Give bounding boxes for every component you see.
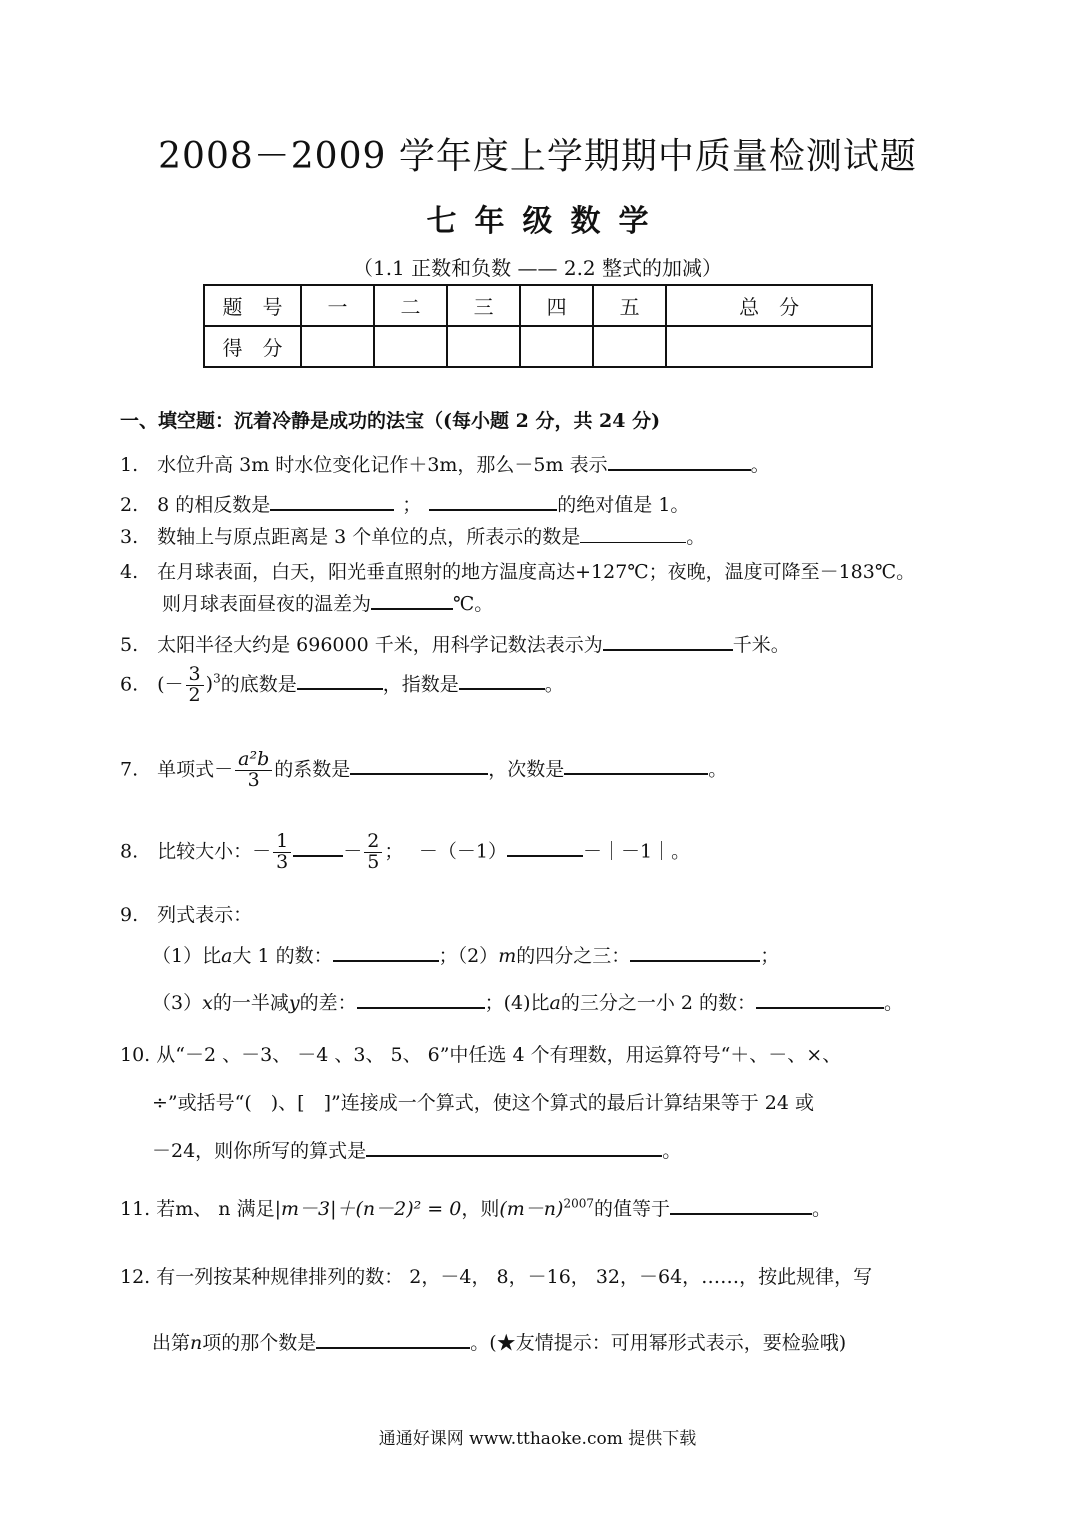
score-cell: 得 分 [204,326,301,367]
score-table-score-row [204,326,872,367]
question-6 [120,665,564,706]
exponent: 2007 [563,1196,595,1211]
question-text: 8. 比较大小： [120,840,253,863]
score-cell: 二 [374,285,447,326]
question-text: 大 1 的数： [232,945,333,967]
question-text: －24，则你所写的算式是 [152,1140,367,1162]
question-12 [120,1262,872,1289]
variable: y [288,992,300,1014]
question-10 [120,1040,841,1067]
answer-blank[interactable] [603,631,733,651]
question-text: 9. 列式表示： [120,904,253,926]
question-9-line1 [152,941,779,968]
question-12-line2 [152,1328,846,1355]
answer-blank[interactable] [756,989,884,1009]
question-text: 。 [884,992,904,1014]
question-2 [120,490,689,517]
answer-blank[interactable] [459,670,545,690]
answer-blank[interactable] [630,942,760,962]
score-cell: 四 [520,285,593,326]
answer-blank[interactable] [333,942,439,962]
score-input-cell[interactable] [520,326,593,367]
question-8: 8. 比较大小：－ $\frac{1}{3}$ － $\frac{2}{5}$ ； －（－1） －｜－1｜。 [120,830,691,873]
question-text: 。(★友情提示：可用幂形式表示，要检验哦) [470,1332,847,1354]
score-cell: 总 分 [666,285,872,326]
answer-blank[interactable] [670,1195,812,1215]
score-cell: 一 [301,285,374,326]
variable: a [221,945,233,967]
answer-blank[interactable] [429,491,557,511]
question-text: ，次数是 [488,758,565,781]
page-title: 2008－2009 学年度上学期期中质量检测试题 [158,136,917,177]
question-text: 的值等于 [594,1198,671,1220]
answer-blank[interactable] [316,1329,470,1349]
math-expression: |m－3|＋(n－2)² = 0 [274,1198,462,1220]
question-text: )$^3$ [205,672,221,696]
question-11 [120,1194,831,1221]
page-footer: 通通好课网 www.tthaoke.com 提供下载 [378,1429,697,1449]
page-subtitle: 七年级数学 [426,204,667,239]
question-text: 。 [686,526,706,548]
answer-blank[interactable] [366,1137,662,1157]
question-text: ；(4)比 [484,992,550,1014]
question-text: 的三分之一小 2 的数： [560,992,756,1014]
chapter-range: （1.1 正数和负数 —— 2.2 整式的加减） [352,256,723,280]
variable: m [498,945,517,967]
question-text: 。 [662,1140,682,1162]
answer-blank[interactable] [350,755,488,775]
score-input-cell[interactable] [666,326,872,367]
question-text: ； [402,494,422,516]
score-cell: 三 [447,285,520,326]
answer-blank[interactable] [580,524,686,543]
score-table-header-row [204,285,872,326]
question-text: 的一半减 [212,992,289,1014]
question-text: 。 [812,1198,832,1220]
question-text: 。 [750,454,770,476]
score-input-cell[interactable] [301,326,374,367]
question-text: 7. 单项式 [120,758,215,781]
question-10-line3 [152,1136,681,1163]
question-9-line2 [152,988,903,1015]
question-text: 则月球表面昼夜的温差为 [162,593,372,615]
question-text: 4. 在月球表面，白天，阳光垂直照射的地方温度高达+127℃；夜晚，温度可降至－183℃。 [120,561,916,583]
question-text: 10. 从“－2 、－3、 －4 、3、 5、 6”中任选 4 个有理数，用运算符号“＋、－、×、 [120,1044,842,1066]
variable: x [202,992,213,1014]
question-text: 1. 水位升高 3m 时水位变化记作＋3m，那么－5m 表示 [120,454,608,476]
answer-blank[interactable] [371,590,453,610]
fraction: $\frac{2}{5}$ [364,832,382,873]
variable: a [549,992,561,1014]
question-text: 11. 若m、 n 满足 [120,1198,275,1220]
question-10-line2 [152,1088,814,1115]
score-input-cell[interactable] [374,326,447,367]
question-text: 的底数是 [220,673,297,696]
fraction: $\frac{3}{2}$ [186,665,204,706]
answer-blank[interactable] [270,491,394,511]
question-text: 出第 [152,1332,191,1354]
question-3 [120,522,705,549]
score-cell: 五 [593,285,666,326]
answer-blank[interactable] [357,989,485,1009]
question-text: （1）比 [152,945,222,967]
question-4-line2 [162,589,493,616]
score-input-cell[interactable] [593,326,666,367]
question-text: ，则 [461,1198,500,1220]
score-table [203,284,873,368]
answer-blank[interactable] [297,670,383,690]
answer-blank[interactable] [507,837,583,857]
question-text: ，指数是 [382,673,459,696]
question-4 [120,557,915,584]
score-input-cell[interactable] [447,326,520,367]
question-1 [120,450,770,477]
question-text: 的差： [299,992,357,1014]
question-text: ； －（－1） [384,840,507,863]
question-text: 的四分之三： [516,945,631,967]
score-cell: 题 号 [204,285,301,326]
answer-blank[interactable] [608,451,751,471]
question-text: 的绝对值是 1。 [557,494,690,516]
question-7: 7. 单项式－ $\frac{\text{a²b}}{3}$ 的系数是 ，次数是 。 [120,748,728,791]
question-text: 5. 太阳半径大约是 696000 千米，用科学记数法表示为 [120,634,603,656]
question-text: ÷”或括号“( )、[ ]”连接成一个算式，使这个算式的最后计算结果等于 24 或 [152,1092,814,1114]
variable: n [190,1332,203,1354]
question-text: 的系数是 [274,758,351,781]
question-text: －｜－1｜。 [583,840,691,863]
question-text: 2. 8 的相反数是 [120,494,271,516]
question-text: ℃。 [453,593,494,615]
question-9 [120,900,252,927]
fraction: $\frac{1}{3}$ [273,832,291,873]
question-5 [120,630,790,657]
question-text: 。 [544,673,564,696]
answer-blank[interactable] [293,837,343,857]
question-text: ；（2） [438,945,499,967]
section-heading: 一、填空题：沉着冷静是成功的法宝（(每小题 2 分，共 24 分) [120,410,661,432]
question-text: ； [760,945,780,967]
math-expression: (m－n) [499,1198,564,1220]
fraction: $\frac{\text{a²b}}{3}$ [235,750,272,791]
question-text: 12. 有一列按某种规律排列的数： 2，－4， 8，－16， 32，－64，……，按此规律，写 [120,1266,873,1288]
question-text: 。 [708,758,728,781]
question-text: （3） [152,992,203,1014]
question-text: 项的那个数是 [202,1332,317,1354]
question-text: 3. 数轴上与原点距离是 3 个单位的点，所表示的数是 [120,526,581,548]
question-number: 6. (－ [120,673,184,696]
answer-blank[interactable] [564,755,708,775]
question-text: 千米。 [732,634,790,656]
